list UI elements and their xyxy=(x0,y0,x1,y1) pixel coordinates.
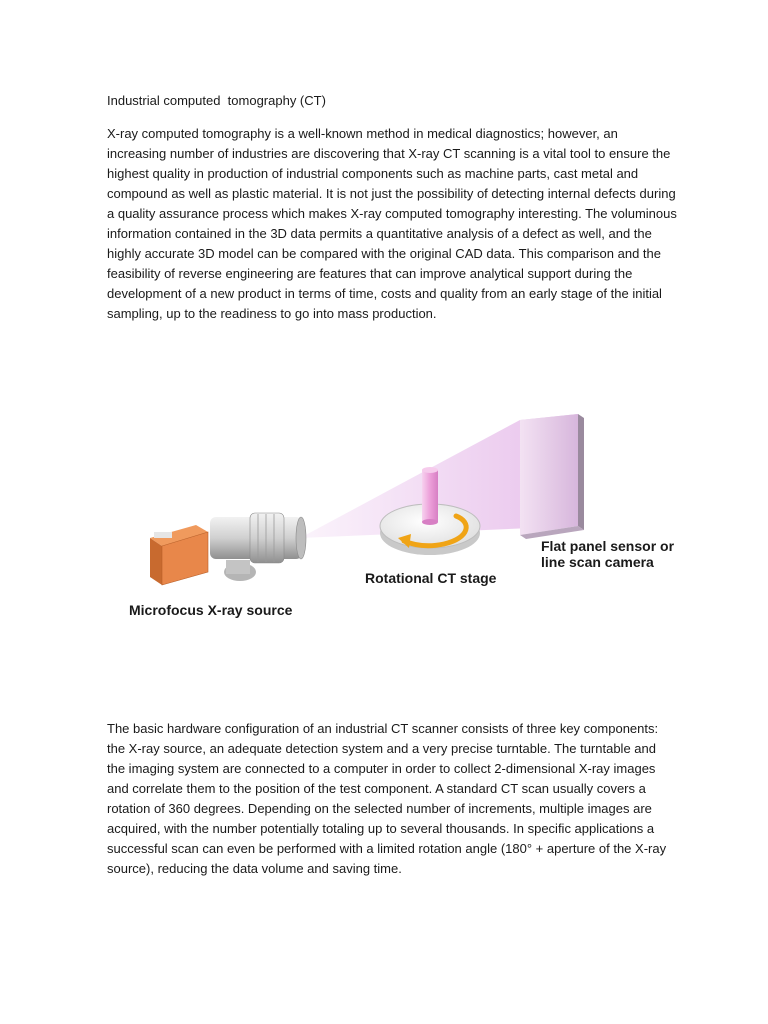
intro-paragraph: X-ray computed tomography is a well-known method in medical diagnostics; however, an increasing number of industries are discovering that X-ray CT scanning is a vital tool to ensure the highest quality in production of industrial components such as machine parts, cast metal and compound as well as plastic material. It is not just the possibility of detecting internal defects during a quality assurance process which makes X-ray computed tomography interesting. The voluminous information contained in the 3D data permits a quantitative analysis of a defect as well, and the highly accurate 3D model can be compared with the original CAD data. This comparison and the feasibility of reverse engineering are features that can improve analytical support during the development of a new product in terms of time, costs and quality from an early stage of the initial sampling, up to the readiness to go into mass production. xyxy=(107,126,677,321)
ct-setup-diagram xyxy=(100,380,700,640)
label-stage: Rotational CT stage xyxy=(365,570,497,586)
test-sample xyxy=(422,467,438,525)
label-sensor-line1: Flat panel sensor or xyxy=(541,538,675,554)
hardware-paragraph: The basic hardware configuration of an industrial CT scanner consists of three key components: the X-ray source, an adequate detection system and a very precise turntable. The turntable and the imaging system are connected to a computer in order to collect 2-dimensional X-ray images and correlate them to the position of the test component. A standard CT scan usually covers a rotation of 360 degrees. Depending on the selected number of increments, multiple images are acquired, with the number potentially totaling up to several thousands. In specific applications a successful scan can even be performed with a limited rotation angle (180° + aperture of the X-ray source), reducing the data volume and saving time. xyxy=(107,721,667,876)
label-source: Microfocus X-ray source xyxy=(129,602,293,618)
label-sensor-line2: line scan camera xyxy=(541,554,654,570)
xray-source xyxy=(150,513,306,585)
flat-panel-sensor xyxy=(520,414,584,539)
page-title: Industrial computed tomography (CT) xyxy=(107,93,326,108)
